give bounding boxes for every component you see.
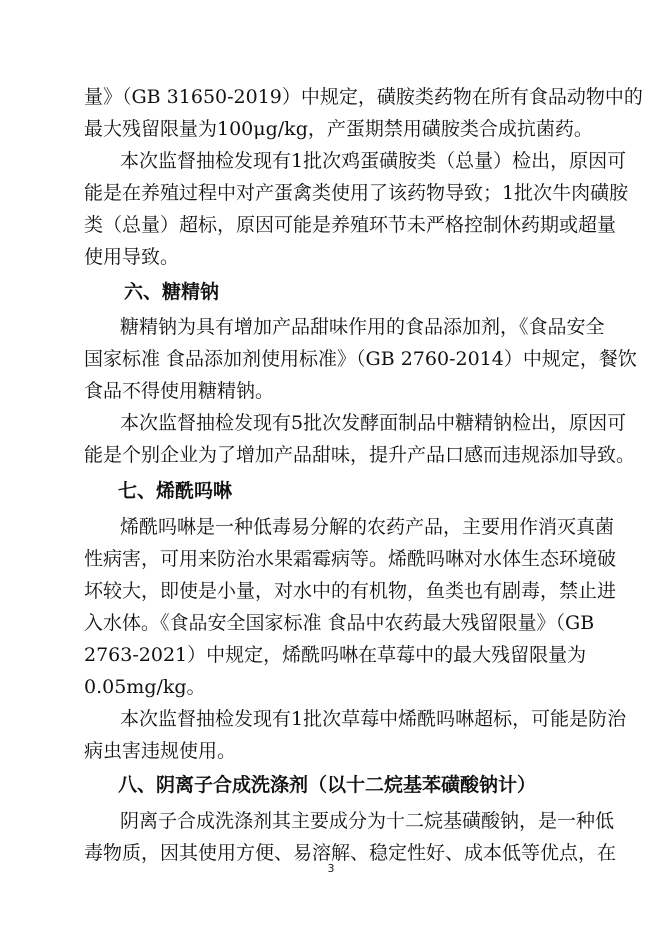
paragraph-line: 能是个别企业为了增加产品甜味，提升产品口感而违规添加导致。	[84, 444, 636, 466]
paragraph-line: 能是在养殖过程中对产蛋禽类使用了该药物导致；1批次牛肉磺胺	[84, 182, 629, 204]
section-heading-anionic-detergent: 八、阴离子合成洗涤剂（以十二烷基苯磺酸钠计）	[118, 774, 537, 796]
paragraph-line: 毒物质，因其使用方便、易溶解、稳定性好、成本低等优点，在	[84, 842, 617, 864]
paragraph-line: 入水体。《食品安全国家标准 食品中农药最大残留限量》（GB	[84, 612, 595, 634]
paragraph-line: 病虫害违规使用。	[84, 740, 237, 762]
paragraph-line: 0.05mg/kg。	[84, 676, 206, 698]
paragraph-line: 量》（GB 31650-2019）中规定，磺胺类药物在所有食品动物中的	[84, 86, 643, 108]
section-heading-saccharin: 六、糖精钠	[124, 281, 220, 303]
paragraph-line: 国家标准 食品添加剂使用标准》（GB 2760-2014）中规定，餐饮	[84, 348, 637, 370]
paragraph-line: 糖精钠为具有增加产品甜味作用的食品添加剂，《食品安全	[120, 316, 605, 338]
paragraph-line: 阴离子合成洗涤剂其主要成分为十二烷基磺酸钠，是一种低	[120, 810, 615, 832]
page-number: 3	[327, 862, 335, 875]
paragraph-line: 本次监督抽检发现有1批次鸡蛋磺胺类（总量）检出，原因可	[120, 150, 627, 172]
paragraph-line: 坏较大，即使是小量，对水中的有机物，鱼类也有剧毒，禁止进	[84, 580, 617, 602]
paragraph-line: 本次监督抽检发现有1批次草莓中烯酰吗啉超标，可能是防治	[120, 708, 627, 730]
paragraph-line: 最大残留限量为100μg/kg，产蛋期禁用磺胺类合成抗菌药。	[84, 118, 593, 140]
paragraph-line: 食品不得使用糖精钠。	[84, 380, 275, 402]
paragraph-line: 使用导致。	[84, 246, 180, 268]
paragraph-line: 2763-2021）中规定，烯酰吗啉在草莓中的最大残留限量为	[84, 644, 587, 666]
section-heading-dimethomorph: 七、烯酰吗啉	[118, 480, 233, 502]
paragraph-line: 本次监督抽检发现有5批次发酵面制品中糖精钠检出，原因可	[120, 412, 627, 434]
paragraph-line: 类（总量）超标，原因可能是养殖环节未严格控制休药期或超量	[84, 214, 617, 236]
paragraph-line: 性病害，可用来防治水果霜霉病等。烯酰吗啉对水体生态环境破	[84, 548, 617, 570]
paragraph-line: 烯酰吗啉是一种低毒易分解的农药产品，主要用作消灭真菌	[120, 516, 615, 538]
